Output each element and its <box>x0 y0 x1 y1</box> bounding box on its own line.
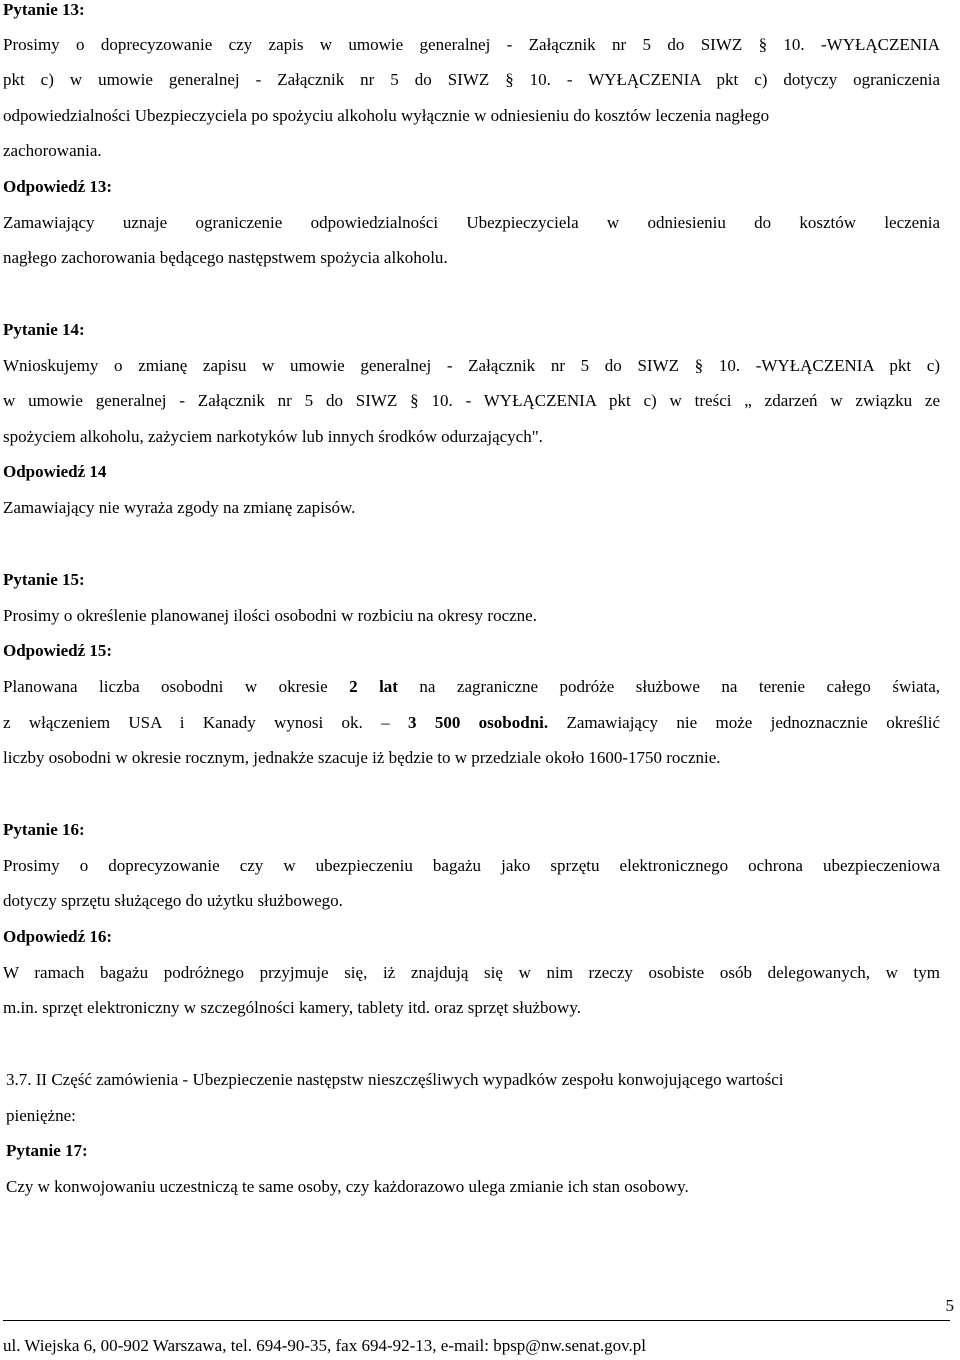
question-13-text-line-2: pkt c) w umowie generalnej - Załącznik nr 5 do SIWZ § 10. - WYŁĄCZENIA pkt c) dotyczy ograniczenia <box>3 70 940 89</box>
question-13-text-line-1: Prosimy o doprecyzowanie czy zapis w umowie generalnej - Załącznik nr 5 do SIWZ § 10. -WYŁĄCZENIA <box>3 35 940 54</box>
question-15-text-line-1: Prosimy o określenie planowanej ilości osobodni w rozbiciu na okresy roczne. <box>3 606 537 625</box>
answer-16-heading: Odpowiedź 16: <box>3 927 113 946</box>
footer-address: ul. Wiejska 6, 00-902 Warszawa, tel. 694-90-35, fax 694-92-13, e-mail: bpsp@nw.senat.gov.pl <box>3 1336 646 1355</box>
question-17-text-line-1: Czy w konwojowaniu uczestniczą te same osoby, czy każdorazowo ulega zmianie ich stan osobowy. <box>6 1177 689 1196</box>
answer-15-line-1-start: Planowana liczba osobodni w okresie <box>3 677 328 696</box>
answer-14-text-line-1: Zamawiający nie wyraża zgody na zmianę zapisów. <box>3 498 356 517</box>
answer-13-text-line-2: nagłego zachorowania będącego następstwem spożycia alkoholu. <box>3 248 448 267</box>
answer-15-text-line-3: liczby osobodni w okresie rocznym, jednakże szacuje iż będzie to w przedziale około 1600-1750 rocznie. <box>3 748 721 767</box>
answer-15-period-bold: 2 lat <box>349 677 398 696</box>
question-14-text-line-2: w umowie generalnej - Załącznik nr 5 do SIWZ § 10. - WYŁĄCZENIA pkt c) w treści „ zdarzeń w związku ze <box>3 391 940 410</box>
section-3-7-line-1: 3.7. II Część zamówienia - Ubezpieczenie następstw nieszczęśliwych wypadków zespołu konwojującego wartości <box>6 1070 784 1089</box>
footer-divider <box>3 1320 950 1321</box>
question-13-heading: Pytanie 13: <box>3 0 85 19</box>
question-14-heading: Pytanie 14: <box>3 320 85 339</box>
answer-16-text-line-1: W ramach bagażu podróżnego przyjmuje się, iż znajdują się w nim rzeczy osobiste osób delegowanych, w tym <box>3 963 940 982</box>
answer-15-text-line-2 <box>3 713 940 733</box>
answer-15-total-bold: 3 500 osobodni. <box>407 713 549 732</box>
page-number: 5 <box>945 1296 954 1315</box>
answer-16-text-line-2: m.in. sprzęt elektroniczny w szczególności kamery, tablety itd. oraz sprzęt służbowy. <box>3 998 581 1017</box>
question-14-text-line-3: spożyciem alkoholu, zażyciem narkotyków lub innych środków odurzających". <box>3 427 543 446</box>
question-16-heading: Pytanie 16: <box>3 820 85 839</box>
question-16-text-line-2: dotyczy sprzętu służącego do użytku służbowego. <box>3 891 343 910</box>
question-13-text-line-3: odpowiedzialności Ubezpieczyciela po spożyciu alkoholu wyłącznie w odniesieniu do kosztów leczenia nagłego <box>3 106 770 125</box>
answer-15-heading: Odpowiedź 15: <box>3 641 113 660</box>
section-3-7-line-2: pieniężne: <box>6 1106 76 1125</box>
question-16-text-line-1: Prosimy o doprecyzowanie czy w ubezpieczeniu bagażu jako sprzętu elektronicznego ochrona ubezpieczeniowa <box>3 856 940 875</box>
answer-15-text-line-1 <box>3 677 940 697</box>
question-13-text-line-4: zachorowania. <box>3 141 102 160</box>
question-15-heading: Pytanie 15: <box>3 570 85 589</box>
question-14-text-line-1: Wnioskujemy o zmianę zapisu w umowie generalnej - Załącznik nr 5 do SIWZ § 10. -WYŁĄCZENIA pkt c) <box>3 356 940 375</box>
answer-15-line-2-end: Zamawiający nie może jednoznacznie określić <box>566 713 941 732</box>
answer-15-line-2-start: z włączeniem USA i Kanady wynosi ok. – <box>3 713 390 732</box>
question-17-heading: Pytanie 17: <box>6 1141 88 1160</box>
answer-15-line-1-end: na zagraniczne podróże służbowe na terenie całego świata, <box>419 677 941 696</box>
answer-14-heading: Odpowiedź 14 <box>3 462 107 481</box>
answer-13-text-line-1: Zamawiający uznaje ograniczenie odpowiedzialności Ubezpieczyciela w odniesieniu do kosztów leczenia <box>3 213 940 232</box>
answer-13-heading: Odpowiedź 13: <box>3 177 113 196</box>
